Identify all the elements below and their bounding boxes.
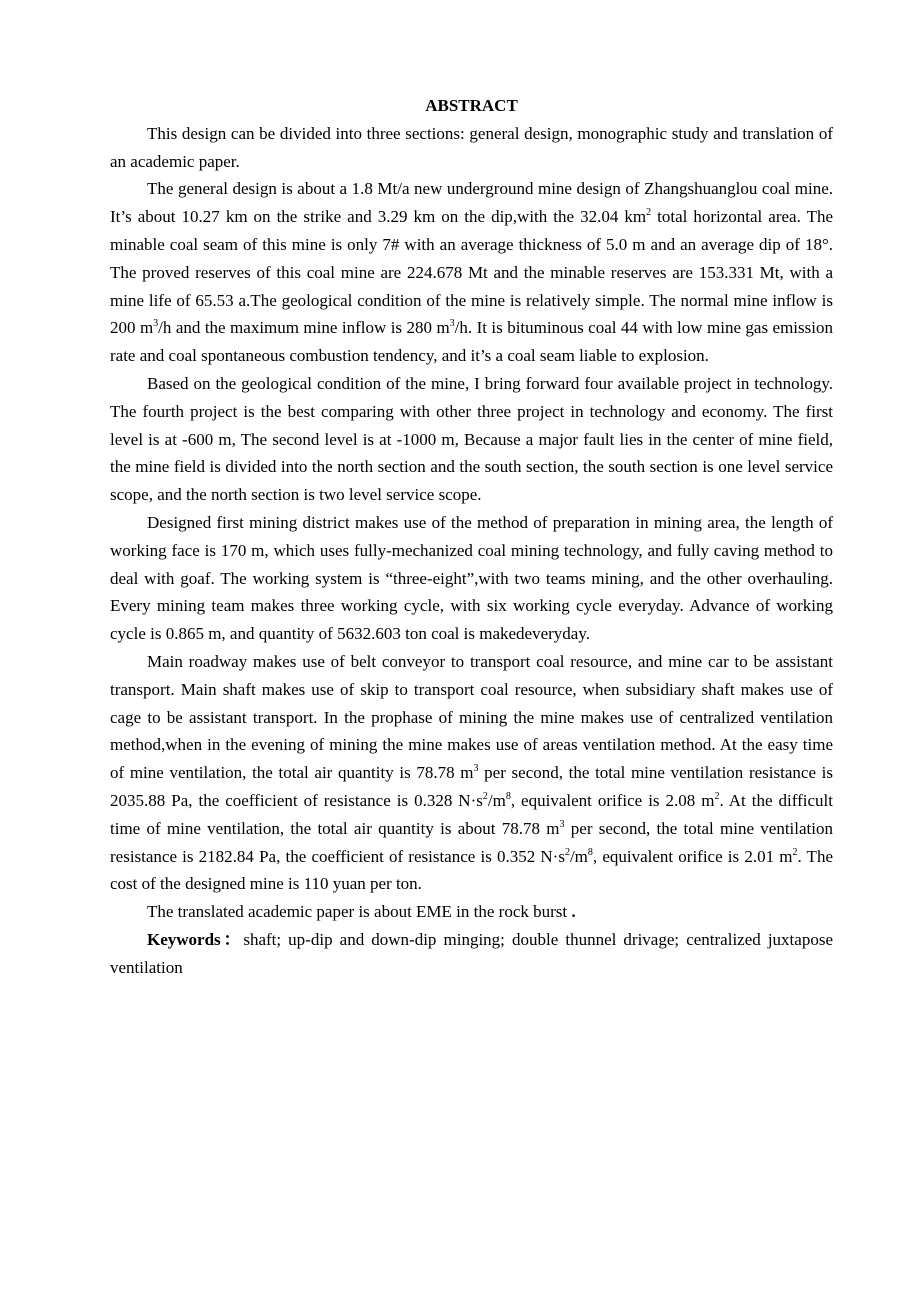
paragraph-mining-district: Designed first mining district makes use of the method of preparation in mining area, the length of working face is 170 m, which uses fully-mechanized coal mining technology, and fully caving method to deal with goaf. The working system is “three-eight”,with two teams mining, and the other overhauling. Every mining team makes three working cycle, with six working cycle everyday. Advance of working cycle is 0.865 m, and quantity of 5632.603 ton coal is makedeveryday. bbox=[110, 512, 833, 644]
abstract-page bbox=[110, 92, 833, 982]
text-run: /h and the maximum mine inflow is 280 m bbox=[158, 318, 450, 338]
text-run-end: . bbox=[567, 902, 576, 922]
keywords-text: shaft; up-dip and down-dip minging; double thunnel drivage; centralized juxtapose ventilation bbox=[110, 929, 833, 977]
paragraph-projects: Based on the geological condition of the mine, I bring forward four available project in technology. The fourth project is the best comparing with other three project in technology and economy. The first level is at -600 m, The second level is at -1000 m, Because a major fault lies in the center of mine field, the mine field is divided into the north section and the south section, the south section is one level service scope, and the north section is two level service scope. bbox=[110, 373, 833, 505]
superscript: 2 bbox=[564, 846, 570, 858]
paragraph-overview: This design can be divided into three sections: general design, monographic study and translation of an academic paper. bbox=[110, 123, 833, 171]
text-run: The general design is about a 1.8 Mt/a new underground mine design of Zhangshuanglou coal mine. It’s about 10.27 km on the strike and 3.29 km on the dip,with the 32.04 km bbox=[110, 179, 833, 227]
text-run: /m bbox=[487, 790, 506, 810]
text-run: , equivalent orifice is 2.01 m bbox=[592, 846, 793, 866]
text-run: . The cost of the designed mine is 110 yuan per ton. bbox=[110, 846, 833, 894]
text-run: per second, the total mine ventilation resistance is 2035.88 Pa, the coefficient of resistance is 0.328 N·s bbox=[110, 763, 833, 810]
paragraph-keywords bbox=[110, 926, 833, 982]
superscript: 8 bbox=[587, 846, 593, 858]
text-run: total horizontal area. The minable coal seam of this mine is only 7# with an average thickness of 5.0 m and an average dip of 18°. The proved reserves of this coal mine are 224.678 Mt and the minable reserves are 153.331 Mt, with a mine life of 65.53 a.The geological condition of the mine is relatively simple. The normal mine inflow is 200 m bbox=[110, 207, 833, 338]
text-run: The translated academic paper is about EME in the rock burst bbox=[147, 902, 568, 922]
text-run: /h. It is bituminous coal 44 with low mine gas emission rate and coal spontaneous combustion tendency, and it’s a coal seam liable to explosion. bbox=[110, 318, 833, 366]
superscript: 3 bbox=[153, 318, 159, 330]
text-run: per second, the total mine ventilation resistance is 2182.84 Pa, the coefficient of resistance is 0.352 N·s bbox=[110, 818, 833, 866]
superscript: 3 bbox=[473, 763, 479, 775]
superscript: 2 bbox=[646, 207, 652, 219]
superscript: 3 bbox=[449, 318, 455, 330]
paragraph-transport-ventilation bbox=[110, 648, 833, 898]
superscript: 8 bbox=[505, 790, 511, 802]
text-run: /m bbox=[569, 846, 588, 866]
text-run: . At the difficult time of mine ventilation, the total air quantity is about 78.78 m bbox=[110, 790, 833, 838]
paragraph-translation bbox=[110, 898, 833, 926]
paragraph-general-design bbox=[110, 175, 833, 370]
superscript: 2 bbox=[482, 790, 488, 802]
text-run: , equivalent orifice is 2.08 m bbox=[510, 790, 715, 810]
superscript: 2 bbox=[714, 790, 720, 802]
superscript: 3 bbox=[559, 818, 565, 830]
keywords-label: Keywords： bbox=[147, 929, 244, 949]
text-run: Main roadway makes use of belt conveyor to transport coal resource, and mine car to be assistant transport. Main shaft makes use of skip to transport coal resource, when subsidiary shaft makes use of cage to be assistant transport. In the prophase of mining the mine makes use of centralized ventilation method,when in the evening of mining the mine makes use of areas ventilation method. At the easy time of mine ventilation, the total air quantity is 78.78 m bbox=[110, 651, 833, 783]
superscript: 2 bbox=[792, 846, 798, 858]
abstract-title: ABSTRACT bbox=[425, 96, 518, 115]
